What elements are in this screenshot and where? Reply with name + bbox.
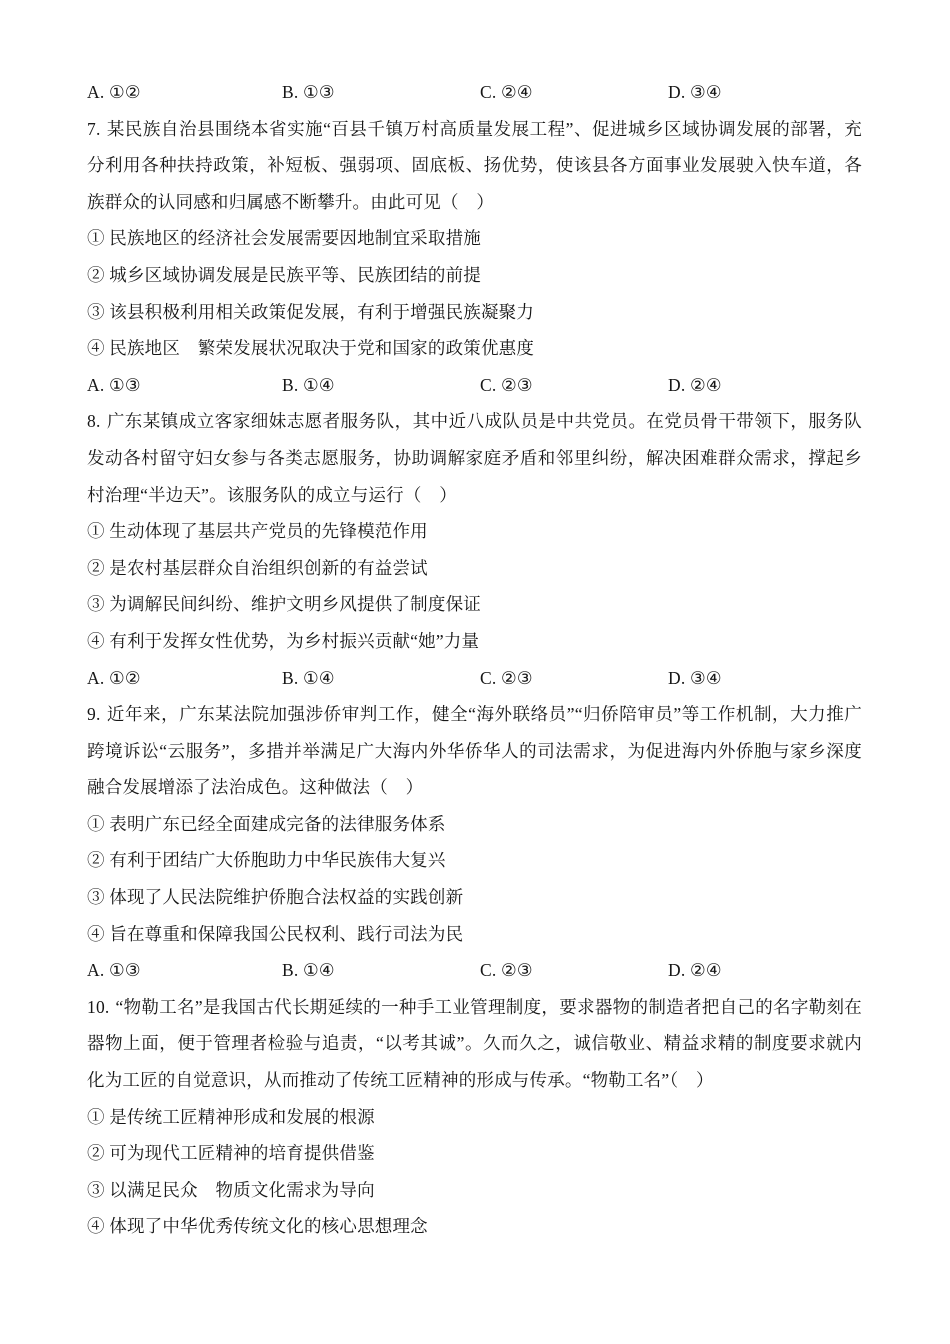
options-row-q8 xyxy=(87,660,862,697)
option-d: D. ②④ xyxy=(668,374,722,395)
question-stem xyxy=(87,696,862,806)
option-c: C. ②③ xyxy=(480,667,533,688)
question-9 xyxy=(87,696,862,989)
question-item-3: ③ 为调解民间纠纷、维护文明乡风提供了制度保证 xyxy=(87,594,481,615)
question-item-1: ① 民族地区的经济社会发展需要因地制宜采取措施 xyxy=(87,228,481,249)
option-b: B. ①④ xyxy=(282,960,335,981)
question-item-1: ① 生动体现了基层共产党员的先锋模范作用 xyxy=(87,521,428,542)
option-a: A. ①③ xyxy=(87,960,141,981)
question-number: 7. xyxy=(87,118,101,139)
question-number: 9. xyxy=(87,704,101,725)
options-row-q7 xyxy=(87,367,862,404)
option-b: B. ①④ xyxy=(282,374,335,395)
option-c: C. ②③ xyxy=(480,960,533,981)
question-7 xyxy=(87,111,862,404)
option-b: B. ①③ xyxy=(282,82,335,102)
question-stem xyxy=(87,111,862,221)
question-item-2: ② 城乡区域协调发展是民族平等、民族团结的前提 xyxy=(87,264,481,285)
question-stem xyxy=(87,403,862,513)
question-10 xyxy=(87,989,862,1245)
option-a: A. ①② xyxy=(87,82,141,102)
question-number: 10. xyxy=(87,996,110,1017)
question-stem-text: 某民族自治县围绕本省实施“百县千镇万村高质量发展工程”、促进城乡区域协调发展的部署，充分利用各种扶持政策，补短板、强弱项、固底板、扬优势，使该县各方面事业发展驶入快车道，各族群众的认同感和归属感不断攀升。由此可见（ ） xyxy=(87,118,862,212)
question-item-2: ② 是农村基层群众自治组织创新的有益尝试 xyxy=(87,557,428,578)
question-item-4: ④ 体现了中华优秀传统文化的核心思想理念 xyxy=(87,1216,428,1237)
question-item-3: ③ 体现了人民法院维护侨胞合法权益的实践创新 xyxy=(87,887,464,908)
question-8 xyxy=(87,403,862,696)
question-item-4: ④ 旨在尊重和保障我国公民权利、践行司法为民 xyxy=(87,923,464,944)
question-item-1: ① 表明广东已经全面建成完备的法律服务体系 xyxy=(87,813,446,834)
option-a: A. ①② xyxy=(87,667,141,688)
option-d: D. ③④ xyxy=(668,82,722,102)
question-item-2: ② 有利于团结广大侨胞助力中华民族伟大复兴 xyxy=(87,850,446,871)
question-item-3: ③ 以满足民众 物质文化需求为导向 xyxy=(87,1179,375,1200)
question-stem-text: 近年来，广东某法院加强涉侨审判工作，健全“海外联络员”“归侨陪审员”等工作机制，大力推广跨境诉讼“云服务”，多措并举满足广大海内外华侨华人的司法需求，为促进海内外侨胞与家乡深度融合发展增添了法治成色。这种做法（ ） xyxy=(87,704,862,798)
question-stem xyxy=(87,989,862,1099)
option-c: C. ②③ xyxy=(480,374,533,395)
option-a: A. ①③ xyxy=(87,374,141,395)
options-row-q9 xyxy=(87,952,862,989)
option-d: D. ③④ xyxy=(668,667,722,688)
question-number: 8. xyxy=(87,411,101,432)
option-d: D. ②④ xyxy=(668,960,722,981)
question-item-4: ④ 民族地区 繁荣发展状况取决于党和国家的政策优惠度 xyxy=(87,338,535,359)
question-stem-text: “物勒工名”是我国古代长期延续的一种手工业管理制度，要求器物的制造者把自己的名字勒刻在器物上面，便于管理者检验与追责，“以考其诚”。久而久之，诚信敬业、精益求精的制度要求就内化为工匠的自觉意识，从而推动了传统工匠精神的形成与传承。“物勒工名”（ ） xyxy=(87,996,862,1091)
question-item-1: ① 是传统工匠精神形成和发展的根源 xyxy=(87,1106,375,1127)
question-item-3: ③ 该县积极利用相关政策促发展，有利于增强民族凝聚力 xyxy=(87,301,535,322)
option-c: C. ②④ xyxy=(480,82,533,102)
question-item-4: ④ 有利于发挥女性优势，为乡村振兴贡献“她”力量 xyxy=(87,630,480,651)
option-b: B. ①④ xyxy=(282,667,335,688)
question-stem-text: 广东某镇成立客家细妹志愿者服务队，其中近八成队员是中共党员。在党员骨干带领下，服务队发动各村留守妇女参与各类志愿服务，协助调解家庭矛盾和邻里纠纷，解决困难群众需求，撑起乡村治理“半边天”。该服务队的成立与运行（ ） xyxy=(87,411,862,505)
options-row-q6 xyxy=(87,74,862,111)
question-item-2: ② 可为现代工匠精神的培育提供借鉴 xyxy=(87,1143,375,1164)
